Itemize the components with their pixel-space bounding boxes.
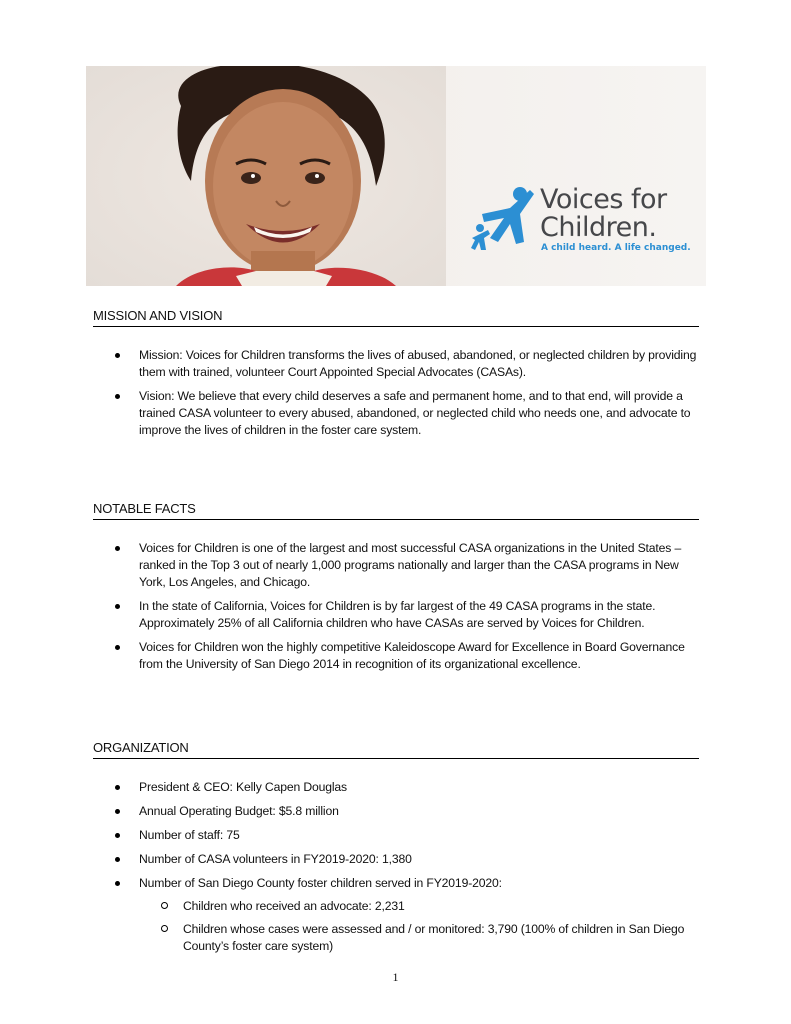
list-item xyxy=(93,388,699,439)
bullet-icon xyxy=(115,809,120,814)
list-item-text: Annual Operating Budget: $5.8 million xyxy=(139,804,339,818)
bullet-icon xyxy=(115,881,120,886)
bullet-icon xyxy=(115,833,120,838)
bullet-icon xyxy=(115,645,120,650)
section-heading: MISSION AND VISION xyxy=(93,308,699,327)
notable-facts-section xyxy=(93,501,699,680)
list-item xyxy=(93,827,699,844)
list-item xyxy=(93,598,699,632)
sub-list-item xyxy=(139,921,699,955)
hollow-bullet-icon xyxy=(161,925,168,932)
hollow-bullet-icon xyxy=(161,902,168,909)
voices-for-children-logo xyxy=(470,184,691,254)
list-item-text: Vision: We believe that every child deserves a safe and permanent home, and to that end, will provide a trained CASA volunteer to every abused, abandoned, or neglected child who needs one, and advocate to improve the lives of children in the foster care system. xyxy=(139,389,691,437)
bullet-icon xyxy=(115,604,120,609)
list-item-text: Mission: Voices for Children transforms the lives of abused, abandoned, or neglected children by providing them with trained, volunteer Court Appointed Special Advocates (CASAs). xyxy=(139,348,697,379)
list-item xyxy=(93,347,699,381)
organization-section xyxy=(93,740,699,962)
list-item-text: Number of staff: 75 xyxy=(139,828,240,842)
organization-list xyxy=(93,779,699,955)
sub-list-item-text: Children whose cases were assessed and / or monitored: 3,790 (100% of children in San Diego County’s foster care system) xyxy=(183,922,685,953)
list-item xyxy=(93,540,699,591)
list-item xyxy=(93,779,699,796)
logo-tagline: A child heard. A life changed. xyxy=(541,243,691,253)
section-heading: NOTABLE FACTS xyxy=(93,501,699,520)
list-item-text: In the state of California, Voices for Children is by far largest of the 49 CASA programs in the state. Approximately 25% of all California children who have CASAs are served by Voices for Children. xyxy=(139,599,656,630)
bullet-icon xyxy=(115,394,120,399)
mission-vision-section xyxy=(93,308,699,446)
list-item xyxy=(93,639,699,673)
children-served-sublist xyxy=(139,898,699,955)
child-photo xyxy=(86,66,446,286)
bullet-icon xyxy=(115,353,120,358)
list-item xyxy=(93,851,699,868)
bullet-icon xyxy=(115,546,120,551)
list-item-text: President & CEO: Kelly Capen Douglas xyxy=(139,780,347,794)
header-banner xyxy=(86,66,706,286)
list-item xyxy=(93,875,699,955)
bullet-icon xyxy=(115,857,120,862)
list-item-text: Number of CASA volunteers in FY2019-2020: 1,380 xyxy=(139,852,412,866)
section-heading: ORGANIZATION xyxy=(93,740,699,759)
sub-list-item xyxy=(139,898,699,915)
list-item-text: Voices for Children is one of the largest and most successful CASA organizations in the United States – ranked in the Top 3 out of nearly 1,000 programs nationally and larger than the CASA programs in New York, Los Angeles, and Chicago. xyxy=(139,541,682,589)
facts-list xyxy=(93,540,699,673)
logo-text-line2: Children. xyxy=(540,212,657,243)
list-item-text: Number of San Diego County foster children served in FY2019-2020: xyxy=(139,876,502,890)
sub-list-item-text: Children who received an advocate: 2,231 xyxy=(183,899,405,913)
children-figure-icon xyxy=(470,184,540,250)
bullet-icon xyxy=(115,785,120,790)
page-number: 1 xyxy=(392,970,399,984)
list-item xyxy=(93,803,699,820)
mission-list xyxy=(93,347,699,439)
list-item-text: Voices for Children won the highly competitive Kaleidoscope Award for Excellence in Board Governance from the University of San Diego 2014 in recognition of its organizational excellence. xyxy=(139,640,685,671)
logo-text-line1: Voices for xyxy=(540,184,667,215)
